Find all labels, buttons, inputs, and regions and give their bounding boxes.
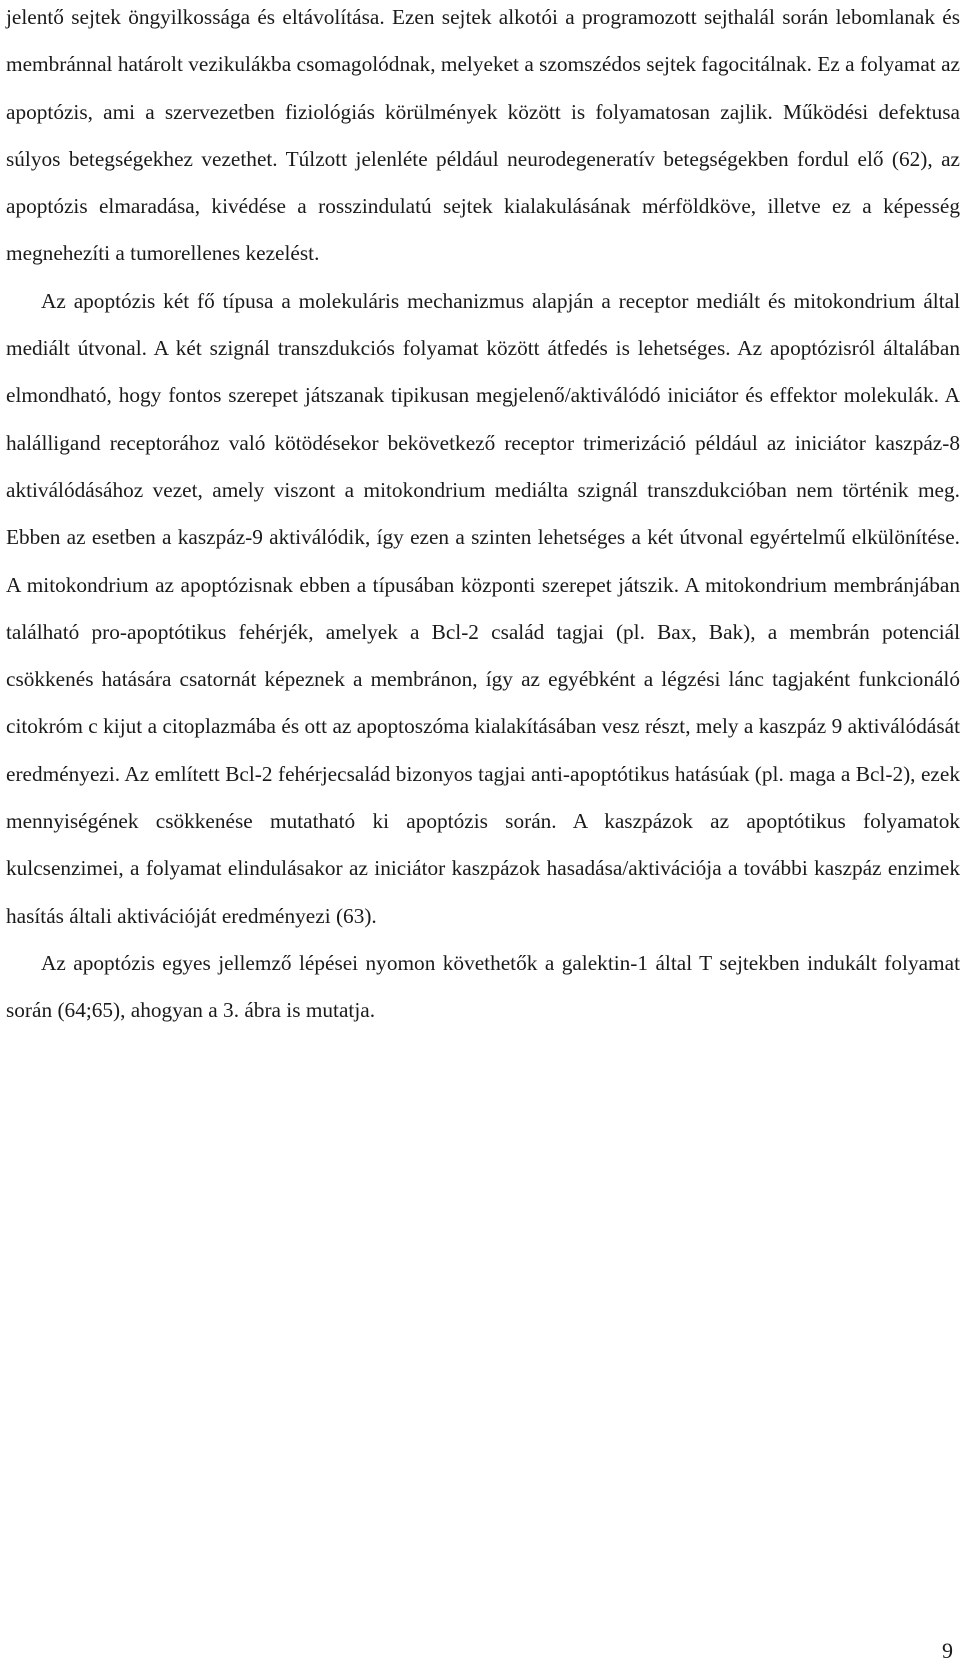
page-number: 9 [942, 1638, 953, 1663]
paragraph-galectin-reference: Az apoptózis egyes jellemző lépései nyomon követhetők a galektin-1 által T sejtekben indukált folyamat során (64;65), ahogyan a 3. ábra is mutatja. [6, 950, 960, 1023]
body-text [6, 0, 960, 1035]
paragraph-apoptosis-pathways: Az apoptózis két fő típusa a molekuláris mechanizmus alapján a receptor mediált és mitokondrium által mediált útvonal. A két szignál transzdukciós folyamat között átfedés is lehetséges. Az apoptózisról általában elmondható, hogy fontos szerepet játszanak tipikusan megjelenő/aktiválódó iniciátor és effektor molekulák. A halálligand receptorához való kötödésekor bekövetkező receptor trimerizáció például az iniciátor kaszpáz-8 aktiválódásához vezet, amely viszont a mitokondrium mediálta szignál transzdukcióban nem történik meg. Ebben az esetben a kaszpáz-9 aktiválódik, így ezen a szinten lehetséges a két útvonal egyértelmű elkülönítése. A mitokondrium az apoptózisnak ebben a típusában központi szerepet játszik. A mitokondrium membránjában található pro-apoptótikus fehérjék, amelyek a Bcl-2 család tagjai (pl. Bax, Bak), a membrán potenciál csökkenés hatására csatornát képeznek a membránon, így az egyébként a légzési lánc tagjaként funkcionáló citokróm c kijut a citoplazmába és ott az apoptoszóma kialakításában vesz részt, mely a kaszpáz 9 aktiválódását eredményezi. Az említett Bcl-2 fehérjecsalád bizonyos tagjai anti-apoptótikus hatásúak (pl. maga a Bcl-2), ezek mennyiségének csökkenése mutatható ki apoptózis során. A kaszpázok az apoptótikus folyamatok kulcsenzimei, a folyamat elindulásakor az iniciátor kaszpázok hasadása/aktivációja a további kaszpáz enzimek hasítás általi aktivációját eredményezi (63). [6, 288, 960, 928]
paragraph-apoptosis-intro: jelentő sejtek öngyilkossága és eltávolítása. Ezen sejtek alkotói a programozott sejthalál során lebomlanak és membránnal határolt vezikulákba csomagolódnak, melyeket a szomszédos sejtek fagocitálnak. Ez a folyamat az apoptózis, ami a szervezetben fiziológiás körülmények között is folyamatosan zajlik. Működési defektusa súlyos betegségekhez vezethet. Túlzott jelenléte például neurodegeneratív betegségekben fordul elő (62), az apoptózis elmaradása, kivédése a rosszindulatú sejtek kialakulásának mérföldköve, illetve ez a képesség megnehezíti a tumorellenes kezelést. [6, 5, 960, 266]
